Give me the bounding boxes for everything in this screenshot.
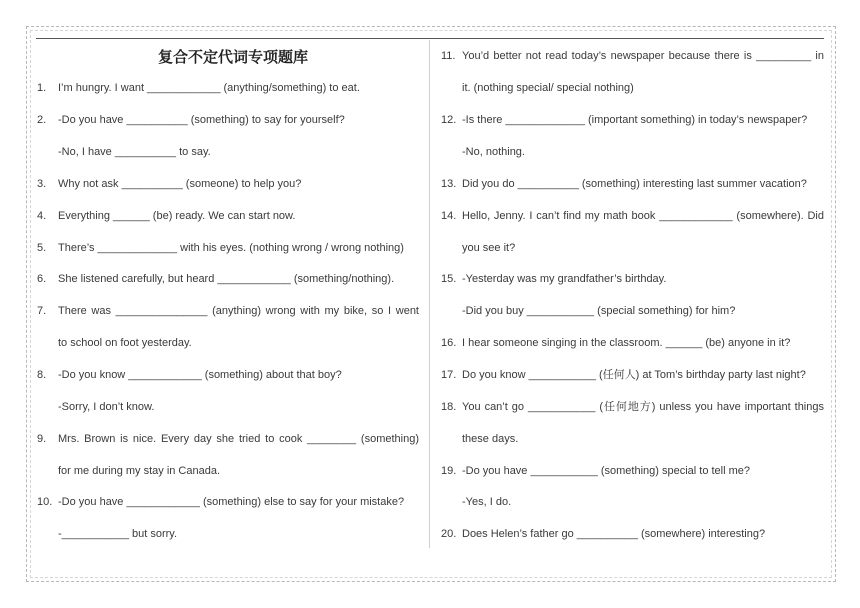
question-text: you see it?	[462, 242, 516, 254]
question-number: 3.	[37, 178, 47, 190]
question-number: 16.	[441, 337, 457, 349]
question-number: 7.	[37, 305, 47, 317]
question-text: for me during my stay in Canada.	[58, 465, 221, 477]
question-text: I hear someone singing in the classroom. ______ (be) anyone in it?	[462, 337, 791, 349]
question-text: -Yes, I do.	[462, 496, 512, 508]
question-text: Does Helen’s father go __________ (somewhere) interesting?	[462, 528, 766, 540]
question-text: -Do you have __________ (something) to say for yourself?	[58, 114, 345, 126]
question-text: Do you know ___________ (任何人) at Tom’s birthday party last night?	[462, 369, 806, 381]
question-number: 4.	[37, 210, 47, 222]
question-text: -Did you buy ___________ (special something) for him?	[462, 305, 736, 317]
question-text: -No, I have __________ to say.	[58, 146, 211, 158]
question-number: 2.	[37, 114, 47, 126]
question-text: -Is there _____________ (important something) in today’s newspaper?	[462, 114, 808, 126]
question-text: Everything ______ (be) ready. We can start now.	[58, 210, 296, 222]
question-number: 13.	[441, 178, 457, 190]
question-text: -Do you know ____________ (something) about that boy?	[58, 369, 342, 381]
question-text: There’s _____________ with his eyes. (nothing wrong / wrong nothing)	[58, 242, 404, 254]
question-text: I’m hungry. I want ____________ (anything/something) to eat.	[58, 82, 360, 94]
question-number: 19.	[441, 465, 457, 477]
question-text: -___________ but sorry.	[58, 528, 178, 540]
question-text: She listened carefully, but heard ____________ (something/nothing).	[58, 273, 395, 285]
column-divider	[429, 40, 430, 548]
question-number: 12.	[441, 114, 457, 126]
question-number: 10.	[37, 496, 53, 508]
question-number: 18.	[441, 401, 457, 413]
page-title: 复合不定代词专项题库	[157, 48, 308, 66]
question-number: 8.	[37, 369, 47, 381]
question-text: -Yesterday was my grandfather’s birthday.	[462, 273, 667, 285]
question-text: There was _______________ (anything) wrong with my bike, so I went	[58, 305, 419, 317]
question-text: Did you do __________ (something) interesting last summer vacation?	[462, 178, 807, 190]
question-text: Hello, Jenny. I can’t find my math book ____________ (somewhere). Did	[462, 210, 824, 222]
question-text: -Sorry, I don’t know.	[58, 401, 155, 413]
header-rule	[36, 38, 824, 39]
question-text: to school on foot yesterday.	[58, 337, 192, 349]
question-text: Mrs. Brown is nice. Every day she tried to cook ________ (something)	[58, 433, 419, 445]
question-number: 9.	[37, 433, 47, 445]
question-text: You’d better not read today’s newspaper because there is _________ in	[462, 50, 824, 62]
question-text: You can’t go ___________ (任何地方) unless you have important things	[462, 401, 824, 413]
question-text: -Do you have ____________ (something) else to say for your mistake?	[58, 496, 405, 508]
question-text: it. (nothing special/ special nothing)	[462, 82, 634, 94]
question-text: Why not ask __________ (someone) to help you?	[58, 178, 302, 190]
question-number: 17.	[441, 369, 457, 381]
question-text: -No, nothing.	[462, 146, 525, 158]
question-number: 11.	[441, 50, 456, 62]
question-text: these days.	[462, 433, 519, 445]
question-text: -Do you have ___________ (something) special to tell me?	[462, 465, 751, 477]
question-number: 20.	[441, 528, 457, 540]
question-number: 1.	[37, 82, 47, 94]
question-number: 6.	[37, 273, 47, 285]
question-number: 15.	[441, 273, 457, 285]
question-number: 14.	[441, 210, 457, 222]
question-number: 5.	[37, 242, 47, 254]
